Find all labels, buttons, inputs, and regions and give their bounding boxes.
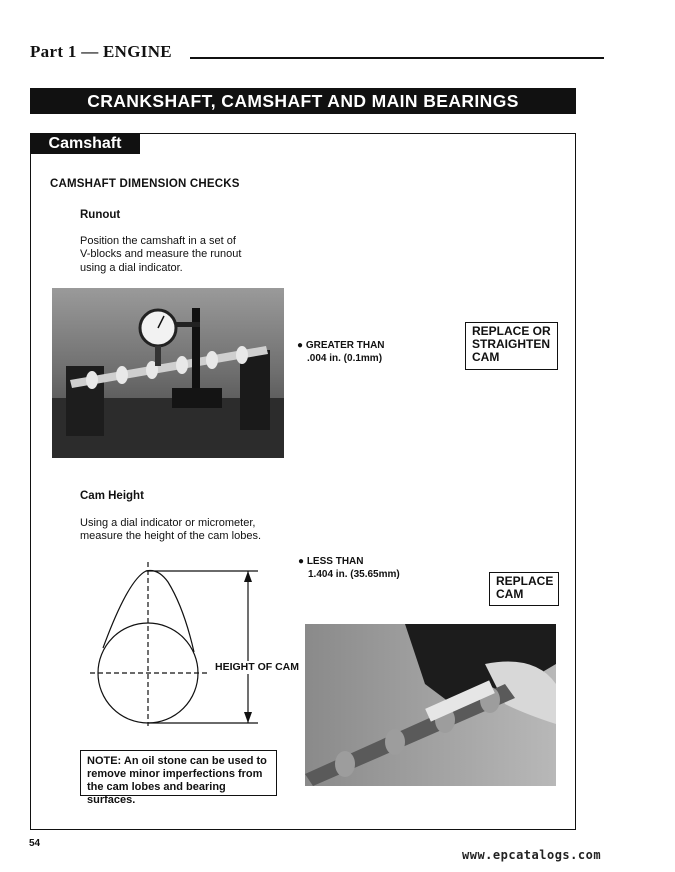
action-line: REPLACE OR [472, 324, 551, 338]
cam-height-instructions [80, 517, 261, 544]
section-title: CRANKSHAFT, CAMSHAFT AND MAIN BEARINGS [30, 88, 576, 114]
cam-height-heading: Cam Height [80, 490, 144, 502]
height-of-cam-label: HEIGHT OF CAM [215, 661, 299, 673]
action-line: CAM [472, 350, 500, 364]
text-line: Position the camshaft in a set of [80, 235, 236, 247]
condition-line: ● LESS THAN [298, 556, 364, 567]
part-title: Part 1 — ENGINE [30, 42, 172, 61]
header-rule [190, 57, 604, 59]
runout-photo [52, 288, 284, 458]
text-line: Using a dial indicator or micrometer, [80, 517, 256, 529]
action-line: STRAIGHTEN [472, 337, 550, 351]
cam-height-condition [298, 556, 400, 581]
runout-instructions [80, 235, 241, 275]
cam-lobe-diagram [80, 560, 300, 730]
text-line: using a dial indicator. [80, 261, 183, 274]
replace-or-straighten-box [465, 322, 558, 370]
runout-condition [297, 340, 385, 365]
note-text: An oil stone can be used to remove minor imperfections from the cam lobes and bearing surfaces. [87, 755, 267, 806]
section-tab: Camshaft [30, 133, 140, 154]
condition-line: 1.404 in. (35.65mm) [308, 568, 400, 580]
condition-line: .004 in. (0.1mm) [307, 352, 383, 364]
text-line: V-blocks and measure the runout [80, 248, 242, 261]
text-line: measure the height of the cam lobes. [80, 530, 261, 543]
cam-height-photo [305, 624, 556, 786]
page-number: 54 [29, 838, 41, 849]
note-lead: NOTE: [87, 755, 122, 767]
note-box [80, 750, 277, 806]
condition-line: ● GREATER THAN [297, 340, 385, 351]
watermark-url: www.epcatalogs.com [462, 848, 602, 862]
action-line: CAM [496, 587, 524, 601]
runout-heading: Runout [80, 209, 121, 221]
dimension-checks-heading: CAMSHAFT DIMENSION CHECKS [50, 178, 240, 190]
action-line: REPLACE [496, 574, 554, 588]
replace-cam-box [489, 572, 559, 606]
